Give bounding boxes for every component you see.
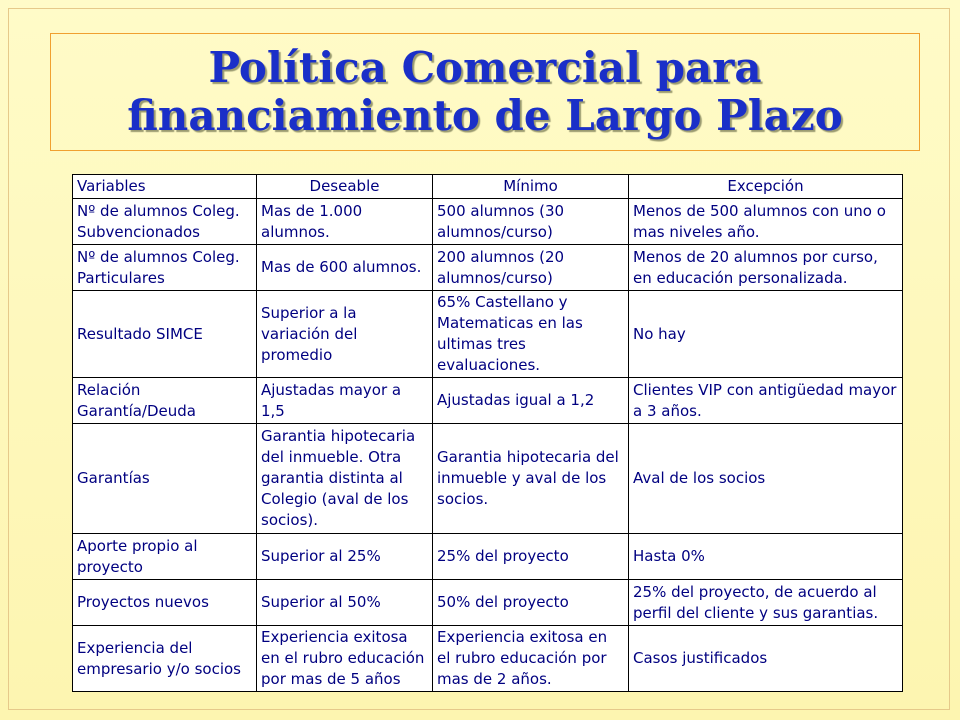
excepcion-cell: Casos justificados [629,626,903,692]
header-minimo: Mínimo [433,175,629,199]
table-row [73,424,903,534]
title-line-2: financiamiento de Largo Plazo [127,91,843,140]
table-row [73,626,903,692]
excepcion-cell: Aval de los socios [629,424,903,534]
minimo-cell: 500 alumnos (30 alumnos/curso) [433,199,629,245]
excepcion-cell: 25% del proyecto, de acuerdo al perfil del cliente y sus garantias. [629,580,903,626]
minimo-cell: Ajustadas igual a 1,2 [433,378,629,424]
variable-cell: Nº de alumnos Coleg. Particulares [73,245,257,291]
excepcion-cell: Hasta 0% [629,534,903,580]
policy-table [72,174,903,692]
variable-cell: Garantías [73,424,257,534]
minimo-cell: 65% Castellano y Matematicas en las ultimas tres evaluaciones. [433,291,629,378]
minimo-cell: Garantia hipotecaria del inmueble y aval de los socios. [433,424,629,534]
excepcion-cell: Menos de 500 alumnos con uno o mas niveles año. [629,199,903,245]
variable-cell: Nº de alumnos Coleg. Subvencionados [73,199,257,245]
minimo-cell: Experiencia exitosa en el rubro educación por mas de 2 años. [433,626,629,692]
deseable-cell: Mas de 600 alumnos. [257,245,433,291]
excepcion-cell: Clientes VIP con antigüedad mayor a 3 años. [629,378,903,424]
excepcion-cell: Menos de 20 alumnos por curso, en educación personalizada. [629,245,903,291]
title-box [50,33,920,151]
variable-cell: Proyectos nuevos [73,580,257,626]
policy-table-container [72,174,902,692]
deseable-cell: Superior al 25% [257,534,433,580]
header-deseable: Deseable [257,175,433,199]
variable-cell: Relación Garantía/Deuda [73,378,257,424]
deseable-cell: Mas de 1.000 alumnos. [257,199,433,245]
deseable-cell: Superior al 50% [257,580,433,626]
table-row [73,534,903,580]
variable-cell: Resultado SIMCE [73,291,257,378]
minimo-cell: 25% del proyecto [433,534,629,580]
minimo-cell: 200 alumnos (20 alumnos/curso) [433,245,629,291]
table-row [73,378,903,424]
deseable-cell: Experiencia exitosa en el rubro educación por mas de 5 años [257,626,433,692]
header-variables: Variables [73,175,257,199]
excepcion-cell: No hay [629,291,903,378]
variable-cell: Experiencia del empresario y/o socios [73,626,257,692]
table-row [73,580,903,626]
table-row [73,245,903,291]
table-header-row [73,175,903,199]
variable-cell: Aporte propio al proyecto [73,534,257,580]
table-row [73,199,903,245]
deseable-cell: Superior a la variación del promedio [257,291,433,378]
title-line-1: Política Comercial para [208,43,762,92]
minimo-cell: 50% del proyecto [433,580,629,626]
deseable-cell: Garantia hipotecaria del inmueble. Otra garantia distinta al Colegio (aval de los socios). [257,424,433,534]
table-row [73,291,903,378]
header-excepcion: Excepción [629,175,903,199]
deseable-cell: Ajustadas mayor a 1,5 [257,378,433,424]
